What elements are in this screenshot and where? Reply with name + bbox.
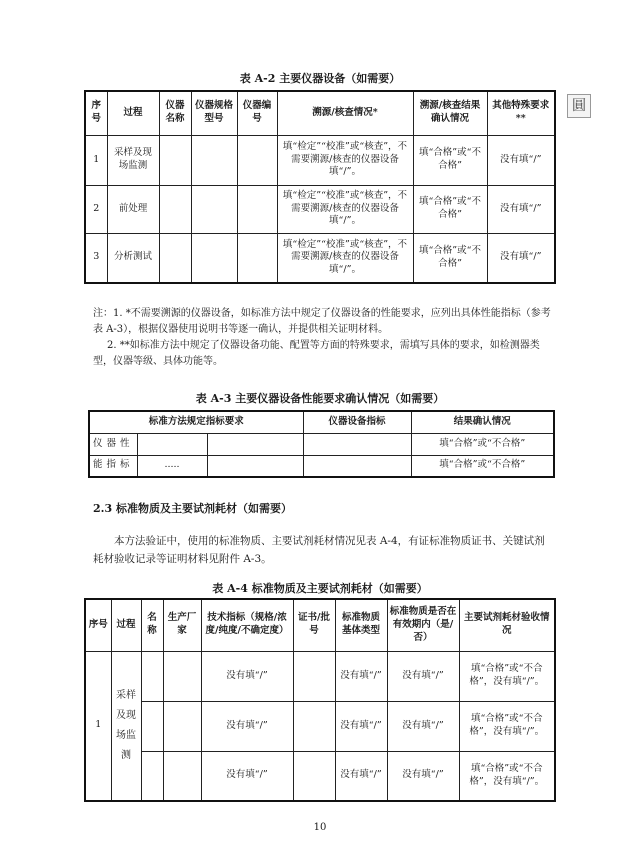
- row-number: 1: [85, 135, 107, 185]
- special-cell: 没有填“/”: [487, 135, 555, 185]
- empty-cell: [159, 233, 191, 283]
- table-a2: [84, 90, 556, 284]
- process-cell: 采样及现场监测: [107, 135, 159, 185]
- table-row: [85, 651, 555, 701]
- valid-cell: 没有填“/”: [387, 651, 459, 701]
- empty-cell: [237, 233, 277, 283]
- table-row: [89, 455, 554, 477]
- process-cell: 分析测试: [107, 233, 159, 283]
- header-cell: 仪器设备指标: [303, 411, 411, 433]
- note-2: 2. **如标准方法中规定了仪器设备功能、配置等方面的特殊要求，需填写具体的要求，如检测器类型，仪器等级、具体功能等。: [93, 340, 540, 367]
- empty-cell: [159, 135, 191, 185]
- ellipsis-cell: .....: [137, 455, 207, 477]
- result-cell: 填“合格”或“不合格”: [413, 233, 487, 283]
- header-cell: 生产厂家: [163, 599, 201, 651]
- header-cell: 标准方法规定指标要求: [89, 411, 303, 433]
- empty-cell: [191, 233, 237, 283]
- header-cell: 名称: [141, 599, 163, 651]
- trace-cell: 填“检定”“校准”或“核查”，不需要溯源/核查的仪器设备填“/”。: [277, 135, 413, 185]
- header-cell: 仪器编号: [237, 91, 277, 135]
- tech-cell: 没有填“/”: [201, 751, 293, 801]
- table-a4-header-row: [85, 599, 555, 651]
- header-cell: 标准物质基体类型: [335, 599, 387, 651]
- header-cell: 仪器规格型号: [191, 91, 237, 135]
- empty-cell: [163, 651, 201, 701]
- accept-cell: 填“合格”或“不合格”，没有填“/”。: [459, 701, 555, 751]
- table-row: [85, 185, 555, 233]
- header-cell: 溯源/核查情况*: [277, 91, 413, 135]
- trace-cell: 填“检定”“校准”或“核查”，不需要溯源/核查的仪器设备填“/”。: [277, 185, 413, 233]
- header-cell: 结果确认情况: [411, 411, 554, 433]
- result-cell: 填“合格”或“不合格”: [411, 433, 554, 455]
- row-number: 1: [85, 651, 111, 801]
- empty-cell: [293, 651, 335, 701]
- accept-cell: 填“合格”或“不合格”，没有填“/”。: [459, 651, 555, 701]
- header-cell: 主要试剂耗材验收情况: [459, 599, 555, 651]
- row-number: 2: [85, 185, 107, 233]
- result-cell: 填“合格”或“不合格”: [413, 135, 487, 185]
- header-cell: 其他特殊要求**: [487, 91, 555, 135]
- empty-cell: [141, 701, 163, 751]
- matrix-cell: 没有填“/”: [335, 751, 387, 801]
- table-row: [85, 233, 555, 283]
- side-toolbar-button[interactable]: [567, 94, 591, 118]
- note-1: 注：1. *不需要溯源的仪器设备，如标准方法中规定了仪器设备的性能要求，应列出具体性能指标（参考表 A-3），根据仪器使用说明书等逐一确认，并提供相关证明材料。: [93, 308, 551, 335]
- empty-cell: [237, 135, 277, 185]
- empty-cell: [141, 651, 163, 701]
- result-cell: 填“合格”或“不合格”: [411, 455, 554, 477]
- accept-cell: 填“合格”或“不合格”，没有填“/”。: [459, 751, 555, 801]
- trace-cell: 填“检定”“校准”或“核查”，不需要溯源/核查的仪器设备填“/”。: [277, 233, 413, 283]
- table-a3-caption: 表 A-3 主要仪器设备性能要求确认情况（如需要）: [195, 392, 445, 405]
- section-paragraph: 本方法验证中，使用的标准物质、主要试剂耗材情况见表 A-4，有证标准物质证书、关键试剂耗材验收记录等证明材料见附件 A-3。: [93, 535, 545, 566]
- special-cell: 没有填“/”: [487, 185, 555, 233]
- valid-cell: 没有填“/”: [387, 701, 459, 751]
- header-cell: 仪器名称: [159, 91, 191, 135]
- page-number: 10: [313, 822, 327, 833]
- empty-cell: [141, 751, 163, 801]
- empty-cell: [303, 433, 411, 455]
- tech-cell: 没有填“/”: [201, 701, 293, 751]
- empty-cell: [191, 185, 237, 233]
- row-number: 3: [85, 233, 107, 283]
- table-row: [85, 135, 555, 185]
- table-a2-caption: 表 A-2 主要仪器设备（如需要）: [239, 72, 401, 85]
- table-a4: [84, 598, 556, 802]
- grid-icon: 圓: [572, 98, 586, 114]
- process-cell: 前处理: [107, 185, 159, 233]
- header-cell: 标准物质是否在有效期内（是/否）: [387, 599, 459, 651]
- header-cell: 过程: [111, 599, 141, 651]
- empty-cell: [159, 185, 191, 233]
- tech-cell: 没有填“/”: [201, 651, 293, 701]
- header-cell: 序号: [85, 599, 111, 651]
- header-cell: 技术指标（规格/浓度/纯度/不确定度）: [201, 599, 293, 651]
- table-a3: [88, 410, 555, 478]
- empty-cell: [303, 455, 411, 477]
- header-cell: 过程: [107, 91, 159, 135]
- empty-cell: [207, 433, 303, 455]
- row-label: 能指标: [89, 455, 137, 477]
- empty-cell: [207, 455, 303, 477]
- result-cell: 填“合格”或“不合格”: [413, 185, 487, 233]
- empty-cell: [237, 185, 277, 233]
- table-row: [85, 701, 555, 751]
- empty-cell: [137, 433, 207, 455]
- empty-cell: [191, 135, 237, 185]
- table-row: [85, 751, 555, 801]
- header-cell: 序号: [85, 91, 107, 135]
- table-row: [89, 433, 554, 455]
- matrix-cell: 没有填“/”: [335, 651, 387, 701]
- section-title: 2.3 标准物质及主要试剂耗材（如需要）: [93, 502, 292, 515]
- notes-block: [93, 306, 551, 370]
- empty-cell: [163, 701, 201, 751]
- row-label: 仪器性: [89, 433, 137, 455]
- table-a4-caption: 表 A-4 标准物质及主要试剂耗材（如需要）: [212, 582, 428, 595]
- process-cell: 采样及现场监测: [111, 651, 141, 801]
- empty-cell: [293, 701, 335, 751]
- table-a2-header-row: [85, 91, 555, 135]
- empty-cell: [293, 751, 335, 801]
- header-cell: 证书/批号: [293, 599, 335, 651]
- valid-cell: 没有填“/”: [387, 751, 459, 801]
- empty-cell: [163, 751, 201, 801]
- special-cell: 没有填“/”: [487, 233, 555, 283]
- table-a3-header-row: [89, 411, 554, 433]
- matrix-cell: 没有填“/”: [335, 701, 387, 751]
- header-cell: 溯源/核查结果确认情况: [413, 91, 487, 135]
